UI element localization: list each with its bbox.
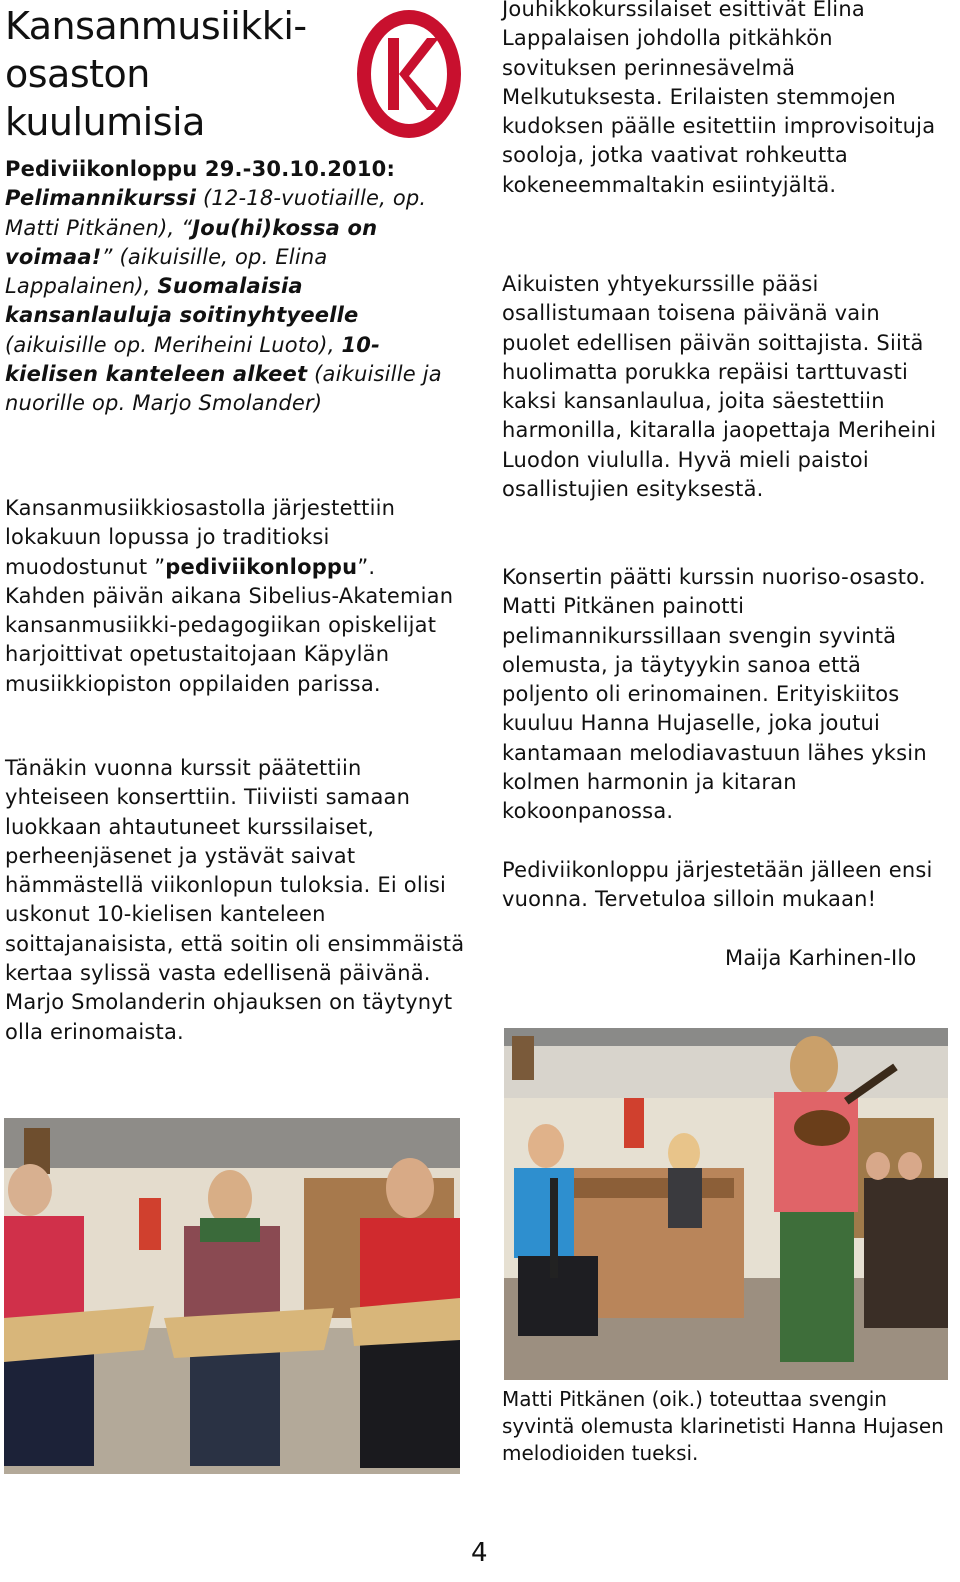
photo-caption: Matti Pitkänen (oik.) toteuttaa svengin syvintä olemusta klarinetisti Hanna Hujasen melodioiden tueksi. [502,1387,944,1465]
text-run-bold: pediviikonloppu [165,554,358,579]
course-name: Suomalaisia kansanlauluja soitinyhtyeelle [5,274,359,328]
title-line: Kansanmusiikki- [5,4,307,48]
concert-photo-mandolin [504,1028,948,1380]
text-run: Kansanmusiikkiosastolla järjestettiin lokakuun lopussa jo traditioksi muodostunut ” [5,496,396,579]
course-info: (aikuisille ja nuorille op. Marjo Smolander) [5,362,442,416]
event-date: Pediviikonloppu 29.-30.10.2010: [5,157,396,181]
page-title [5,2,345,146]
body-paragraph: Konsertin päätti kurssin nuoriso-osasto. Matti Pitkänen painotti pelimannikurssillaan svengin syvintä olemusta, ja täytyykin sanoa että poljento oli erinomainen. Erityiskiitos kuuluu Hanna Hujaselle, joka joutui kantamaan melodiavastuun lähes yksin kolmen harmonin ja kitaran kokoonpanossa. [502,565,927,824]
body-paragraph: Aikuisten yhtyekurssille pääsi osallistumaan toisena päivänä vain puolet edellisen päivän soittajista. Siitä huolimatta porukka repäisi tarttuvasti kaksi kansanlaulua, joita säestettiin harmonilla, kitaralla jaopettaja Meriheini Luodon viululla. Hyvä mieli paistoi osallistujien esityksestä. [502,272,937,502]
course-info: ” (aikuisille, op. Elina Lappalainen), [5,244,328,299]
title-line: osaston [5,52,150,96]
kansanmusiikki-logo [355,8,463,140]
course-name: Jou(hi)kossa on voimaa! [5,215,378,269]
body-paragraph [5,494,460,699]
intro-paragraph [5,155,455,419]
text-run: ”. Kahden päivän aikana Sibelius-Akatemian kansanmusiikki-pedagogiikan opiskelijat harjoittivat opetustaitojaan Käpylän musiikkiopiston oppilaiden parissa. [5,554,454,696]
concert-photo-kantele [4,1118,460,1474]
course-name: 10-kielisen kanteleen alkeet [5,332,380,387]
title-line: kuulumisia [5,100,205,144]
course-name: Pelimannikurssi [5,186,197,211]
body-paragraph: Pediviikonloppu järjestetään jälleen ensi vuonna. Tervetuloa silloin mukaan! [502,858,933,912]
course-info: (12-18-vuotiaille, op. Matti Pitkänen), “ [5,186,427,240]
page-number: 4 [471,1538,488,1568]
body-paragraph: Tänäkin vuonna kurssit päätettiin yhteiseen konserttiin. Tiiviisti samaan luokkaan ahtautuneet kurssilaiset, perheenjäsenet ja ystävät saivat hämmästellä viikonlopun tuloksia. Ei olisi uskonut 10-kielisen kanteleen soittajanaisista, että soitin oli ensimmäistä kertaa sylissä vasta edellisenä päivänä. Marjo Smolanderin ohjauksen on täytynyt olla erinomaista. [5,756,465,1044]
author-signature: Maija Karhinen-Ilo [725,946,917,970]
body-paragraph: Jouhikkokurssilaiset esittivät Elina Lappalaisen johdolla pitkähkön sovituksen perinnesävelmä Melkutuksesta. Erilaisten stemmojen kudoksen päälle esitettiin improvisoituja sooloja, jotka vaativat rohkeutta kokeneemmaltakin esiintyjältä. [502,0,936,197]
course-info: (aikuisille op. Meriheini Luoto), [5,332,342,357]
